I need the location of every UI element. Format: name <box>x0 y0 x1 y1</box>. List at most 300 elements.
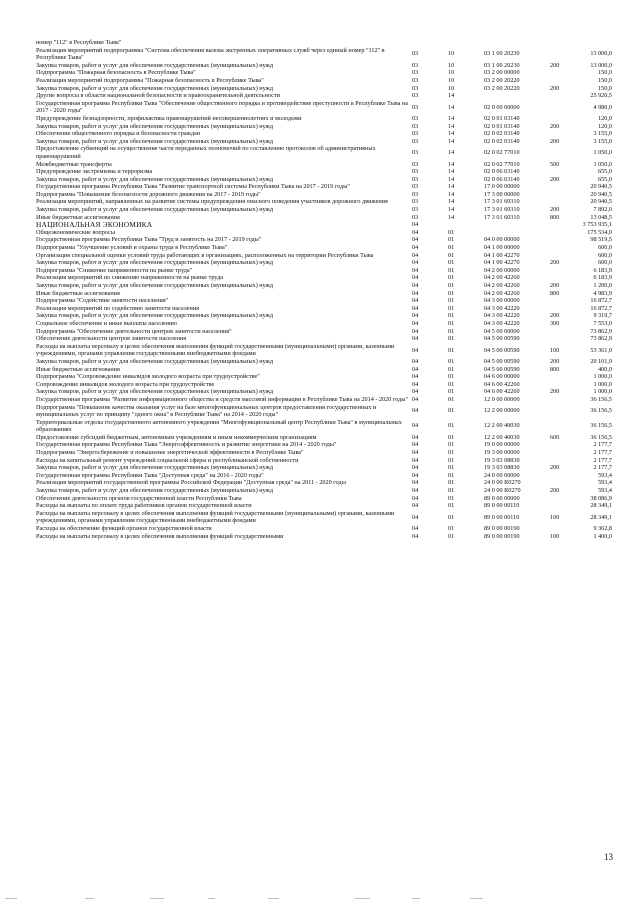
row-subsection: 10 <box>448 61 455 69</box>
row-name: Закупка товаров, работ и услуг для обеспечения государственных (муниципальных) нужд <box>36 137 274 145</box>
row-section: 04 <box>412 494 419 502</box>
row-amount: 175 534,0 <box>587 228 612 236</box>
row-name: Государственная программа "Развитие информационного общества и средств массовой информации в Республике Тыва на 2014 - 2020 годы" <box>36 395 409 403</box>
row-target-code: 04 1 00 42270 <box>484 251 520 259</box>
table-row <box>36 198 612 206</box>
row-amount: 28 349,1 <box>590 502 612 510</box>
row-section: 03 <box>412 103 419 111</box>
table-row <box>36 487 612 495</box>
table-row <box>36 229 612 237</box>
row-expense-type: 200 <box>550 259 560 267</box>
row-name: Социальное обеспечение и иные выплаты населению <box>36 319 177 327</box>
table-row <box>36 123 612 131</box>
row-subsection: 01 <box>448 380 455 388</box>
row-section: 03 <box>412 92 419 100</box>
row-section: 04 <box>412 221 419 229</box>
row-section: 04 <box>412 380 419 388</box>
row-target-code: 03 1 00 20230 <box>484 50 520 58</box>
row-target-code: 02 0 02 77010 <box>484 149 520 157</box>
row-section: 04 <box>412 297 419 305</box>
row-subsection: 01 <box>448 513 455 521</box>
table-row <box>36 525 612 533</box>
row-section: 04 <box>412 441 419 449</box>
table-row <box>36 335 612 343</box>
row-name: Подпрограмма "Улучшение условий и охраны труда в Республике Тыва" <box>36 244 228 252</box>
row-name: Подпрограмма "Энергосбережение и повышение энергетической эффективности в Республике Тыва" <box>36 449 304 457</box>
row-name: Государственная программа Республики Тыва "Труд и занятость на 2017 - 2019 годы" <box>36 236 262 244</box>
row-section: 04 <box>412 479 419 487</box>
row-amount: 36 156,5 <box>590 433 612 441</box>
row-target-code: 04 0 00 00000 <box>484 236 520 244</box>
row-section: 03 <box>412 183 419 191</box>
scan-artifact <box>0 895 640 905</box>
row-section: 04 <box>412 407 419 415</box>
row-subsection: 14 <box>448 92 455 100</box>
row-expense-type: 200 <box>550 175 560 183</box>
row-name: Расходы на выплаты персоналу в целях обеспечения выполнения функций государственными (муниципальными) органами, казенными учреждениями, органами управления государственными внебюджетными фондами <box>36 342 395 358</box>
row-amount: 593,4 <box>598 471 612 479</box>
row-target-code: 02 0 06 03140 <box>484 175 520 183</box>
row-subsection: 01 <box>448 319 455 327</box>
row-section: 04 <box>412 365 419 373</box>
table-row <box>36 69 612 77</box>
row-section: 04 <box>412 259 419 267</box>
row-target-code: 04 5 00 00590 <box>484 365 520 373</box>
row-target-code: 04 1 00 00000 <box>484 244 520 252</box>
row-subsection: 01 <box>448 244 455 252</box>
table-row <box>36 77 612 85</box>
row-subsection: 01 <box>448 464 455 472</box>
row-section: 03 <box>412 175 419 183</box>
row-target-code: 04 5 00 00590 <box>484 346 520 354</box>
row-target-code: 02 0 00 00000 <box>484 103 520 111</box>
row-target-code: 17 3 01 60310 <box>484 198 520 206</box>
row-subsection: 01 <box>448 456 455 464</box>
row-section: 04 <box>412 304 419 312</box>
row-amount: 36 156,5 <box>590 395 612 403</box>
row-subsection: 01 <box>448 373 455 381</box>
row-expense-type: 300 <box>550 319 560 327</box>
row-amount: 655,0 <box>598 168 612 176</box>
row-section: 04 <box>412 282 419 289</box>
table-row <box>36 404 612 419</box>
row-section: 03 <box>412 122 419 130</box>
row-section: 04 <box>412 464 419 472</box>
row-subsection: 01 <box>448 228 455 236</box>
row-name: Предоставление субсидий бюджетным, автономным учреждениям и иным некоммерческим организациям <box>36 433 317 441</box>
row-name: Закупка товаров, работ и услуг для обеспечения государственных (муниципальных) нужд <box>36 487 274 495</box>
row-amount: 16 872,7 <box>590 304 612 312</box>
table-row <box>36 267 612 275</box>
row-amount: 20 940,5 <box>590 183 612 191</box>
row-target-code: 19 3 03 08830 <box>484 464 520 472</box>
row-subsection: 14 <box>448 213 455 221</box>
row-subsection: 14 <box>448 103 455 111</box>
table-row <box>36 419 612 434</box>
row-amount: 13 000,0 <box>590 61 612 69</box>
table-row <box>36 510 612 525</box>
row-amount: 1 400,0 <box>593 532 612 540</box>
row-subsection: 10 <box>448 69 455 77</box>
row-name: Закупка товаров, работ и услуг для обеспечения государственных (муниципальных) нужд <box>36 282 274 289</box>
row-target-code: 04 5 00 00590 <box>484 357 520 365</box>
row-amount: 3 753 935,1 <box>582 221 612 229</box>
row-expense-type: 800 <box>550 365 560 373</box>
row-subsection: 01 <box>448 395 455 403</box>
row-target-code: 12 2 00 40030 <box>484 422 520 430</box>
row-amount: 25 920,5 <box>590 92 612 100</box>
table-row <box>36 259 612 267</box>
row-name: Государственная программа Республики Тыва "Обеспечение общественного порядка и противодействие преступности в Республике Тыва на 2017 - 2020 годы" <box>36 99 408 115</box>
row-amount: 53 361,0 <box>590 346 612 354</box>
row-subsection: 01 <box>448 433 455 441</box>
row-name: Закупка товаров, работ и услуг для обеспечения государственных (муниципальных) нужд <box>36 206 274 214</box>
row-name: Закупка товаров, работ и услуг для обеспечения государственных (муниципальных) нужд <box>36 122 274 130</box>
row-name: Обеспечение деятельности центров занятости населения <box>36 335 187 343</box>
table-row <box>36 381 612 389</box>
row-amount: 98 519,5 <box>590 236 612 244</box>
row-subsection: 14 <box>448 190 455 198</box>
row-name: Реализация мероприятий по снижению напряженности на рынке труда <box>36 274 223 282</box>
row-amount: 600,0 <box>598 251 612 259</box>
row-expense-type: 200 <box>550 137 560 145</box>
row-subsection: 01 <box>448 449 455 457</box>
row-target-code: 89 0 00 00190 <box>484 525 520 532</box>
row-amount: 655,0 <box>598 175 612 183</box>
row-name: Расходы на обеспечение функций органов государственной власти <box>36 525 212 532</box>
budget-table <box>36 39 612 540</box>
row-subsection: 01 <box>448 471 455 479</box>
row-target-code: 03 2 00 00000 <box>484 69 520 77</box>
row-amount: 4 983,9 <box>593 289 612 297</box>
table-row <box>36 130 612 138</box>
row-target-code: 24 0 00 00000 <box>484 471 520 479</box>
table-row <box>36 138 612 146</box>
row-subsection: 14 <box>448 206 455 214</box>
table-row <box>36 244 612 252</box>
row-amount: 6 183,9 <box>593 274 612 282</box>
row-amount: 593,4 <box>598 487 612 495</box>
table-row <box>36 191 612 199</box>
row-amount: 7 892,0 <box>593 206 612 214</box>
row-section: 04 <box>412 395 419 403</box>
row-name: Реализация мероприятий по содействию занятости населения <box>36 304 199 312</box>
table-row <box>36 252 612 260</box>
row-name: Подпрограмма "Обеспечение деятельности центров занятости населения" <box>36 327 232 335</box>
row-target-code: 04 2 00 42260 <box>484 289 520 297</box>
table-row <box>36 495 612 503</box>
row-subsection: 14 <box>448 149 455 157</box>
row-subsection: 01 <box>448 259 455 267</box>
row-subsection: 01 <box>448 312 455 320</box>
row-amount: 120,0 <box>598 122 612 130</box>
row-expense-type: 600 <box>550 433 560 441</box>
row-target-code: 12 2 00 00000 <box>484 407 520 415</box>
row-amount: 2 177,7 <box>593 441 612 449</box>
row-subsection: 10 <box>448 76 455 84</box>
row-expense-type: 200 <box>550 388 560 396</box>
row-subsection: 14 <box>448 160 455 168</box>
row-expense-type: 200 <box>550 357 560 365</box>
row-target-code: 04 6 00 00000 <box>484 373 520 381</box>
row-target-code: 24 0 00 R0270 <box>484 479 521 487</box>
row-section: 04 <box>412 266 419 274</box>
row-subsection: 01 <box>448 388 455 396</box>
table-row <box>36 449 612 457</box>
row-subsection: 01 <box>448 274 455 282</box>
row-name: Организация специальной оценки условий труда работающих в организациях, расположенных на территории Республики Тыва <box>36 251 374 259</box>
row-target-code: 04 3 00 42220 <box>484 319 520 327</box>
row-subsection: 01 <box>448 266 455 274</box>
row-subsection: 01 <box>448 304 455 312</box>
table-row <box>36 274 612 282</box>
table-row <box>36 305 612 313</box>
row-amount: 1 000,0 <box>593 388 612 396</box>
row-section: 03 <box>412 190 419 198</box>
row-subsection: 01 <box>448 289 455 297</box>
row-amount: 1 000,0 <box>593 373 612 381</box>
table-row <box>36 320 612 328</box>
row-name: Реализация мероприятий подпрограммы "Система обеспечения вызова экстренных оперативных служб через единый номер "112" в Республике Тыва" <box>36 46 385 62</box>
row-section: 04 <box>412 346 419 354</box>
row-name: Другие вопросы в области национальной безопасности и правоохранительной деятельности <box>36 92 280 100</box>
row-amount: 73 862,9 <box>590 335 612 343</box>
row-subsection: 01 <box>448 479 455 487</box>
row-expense-type: 200 <box>550 282 560 289</box>
table-row <box>36 312 612 320</box>
row-target-code: 24 0 00 R0270 <box>484 487 521 495</box>
row-section: 04 <box>412 312 419 320</box>
row-section: 03 <box>412 76 419 84</box>
row-name: Иные бюджетные ассигнования <box>36 289 120 297</box>
row-section: 03 <box>412 130 419 138</box>
row-section: 04 <box>412 487 419 495</box>
row-name: Реализация мероприятий подпрограммы "Пожарная безопасность в Республике Тыва" <box>36 76 264 84</box>
row-amount: 16 872,7 <box>590 297 612 305</box>
row-target-code: 17 3 00 00000 <box>484 190 520 198</box>
row-name: Подпрограмма "Повышение безопасности дорожного движения на 2017 - 2019 годы" <box>36 190 261 198</box>
table-row <box>36 373 612 381</box>
table-row <box>36 328 612 336</box>
row-section: 04 <box>412 456 419 464</box>
row-subsection: 01 <box>448 346 455 354</box>
row-subsection: 01 <box>448 365 455 373</box>
row-amount: 1 050,0 <box>593 149 612 157</box>
row-section: 03 <box>412 114 419 122</box>
row-amount: 20 940,5 <box>590 198 612 206</box>
row-amount: 9 319,7 <box>593 312 612 320</box>
row-target-code: 89 0 00 00110 <box>484 513 520 521</box>
table-row <box>36 168 612 176</box>
row-name: Расходы на выплаты персоналу в целях обеспечения выполнения функций государственными (муниципальными) органами, казенными учреждениями, органами управления государственными внебюджетными фондами <box>36 509 395 525</box>
table-row <box>36 282 612 290</box>
row-section: 03 <box>412 213 419 221</box>
row-expense-type: 100 <box>550 346 560 354</box>
row-section: 03 <box>412 137 419 145</box>
row-subsection: 10 <box>448 84 455 92</box>
row-section: 03 <box>412 168 419 176</box>
row-amount: 73 862,9 <box>590 327 612 335</box>
row-name: Государственная программа Республики Тыва "Развитие транспортной системы Республики Тыва на 2017 - 2019 годы" <box>36 183 350 191</box>
row-subsection: 01 <box>448 532 455 540</box>
row-section: 04 <box>412 289 419 297</box>
row-name: Предупреждение безнадзорности, профилактика правонарушений несовершеннолетних и молодежи <box>36 114 302 122</box>
row-amount: 120,0 <box>598 114 612 122</box>
row-section: 04 <box>412 525 419 532</box>
row-section: 03 <box>412 149 419 157</box>
row-name: Иные бюджетные ассигнования <box>36 365 120 373</box>
table-row <box>36 479 612 487</box>
row-subsection: 01 <box>448 251 455 259</box>
row-name: Подпрограмма "Пожарная безопасность в Республике Тыва" <box>36 69 196 77</box>
row-target-code: 02 0 02 03140 <box>484 137 520 145</box>
row-expense-type: 200 <box>550 464 560 472</box>
row-target-code: 02 0 01 03140 <box>484 114 520 122</box>
row-amount: 13 000,0 <box>590 50 612 58</box>
row-target-code: 04 6 00 42260 <box>484 388 520 396</box>
row-target-code: 19 3 03 08830 <box>484 456 520 464</box>
table-row <box>36 472 612 480</box>
row-section: 03 <box>412 61 419 69</box>
table-row <box>36 206 612 214</box>
table-row <box>36 39 612 47</box>
row-target-code: 03 1 00 20230 <box>484 61 520 69</box>
row-amount: 3 155,0 <box>593 130 612 138</box>
page-number: 13 <box>604 852 613 862</box>
table-row <box>36 457 612 465</box>
row-target-code: 12 2 00 40030 <box>484 433 520 441</box>
row-target-code: 19 3 00 00000 <box>484 449 520 457</box>
row-subsection: 14 <box>448 168 455 176</box>
row-section: 03 <box>412 50 419 58</box>
row-name: Государственная программа Республики Тыва "Энергоэффективность и развитие энергетики на 2014 - 2020 годы" <box>36 441 337 449</box>
row-name: Сопровождение инвалидов молодого возраста при трудоустройстве <box>36 380 215 388</box>
row-amount: 9 362,8 <box>593 525 612 532</box>
row-subsection: 01 <box>448 327 455 335</box>
row-section: 04 <box>412 388 419 396</box>
row-name: Закупка товаров, работ и услуг для обеспечения государственных (муниципальных) нужд <box>36 61 274 69</box>
row-name: Подпрограмма "Снижение напряженности на рынке труда" <box>36 266 193 274</box>
row-subsection: 14 <box>448 183 455 191</box>
row-name: Подпрограмма "Повышение качества оказания услуг на базе многофункциональных центров предоставления государственных и муниципальных услуг по принципу "одного окна" в Республике Тыва" на 2014 - 2020 годы" <box>36 403 377 419</box>
table-row <box>36 533 612 541</box>
row-subsection: 01 <box>448 487 455 495</box>
row-target-code: 02 0 02 03140 <box>484 130 520 138</box>
row-subsection: 01 <box>448 422 455 430</box>
row-target-code: 04 3 00 00000 <box>484 297 520 305</box>
row-expense-type: 200 <box>550 84 560 92</box>
row-expense-type: 200 <box>550 122 560 130</box>
row-section: 04 <box>412 244 419 252</box>
row-name: Иные бюджетные ассигнования <box>36 213 120 221</box>
row-expense-type: 200 <box>550 312 560 320</box>
row-name: Реализация мероприятий государственной программы Российской Федерации "Доступная среда" на 2011 - 2020 годы <box>36 479 346 487</box>
row-target-code: 04 3 00 42220 <box>484 312 520 320</box>
row-target-code: 04 2 00 42260 <box>484 282 520 289</box>
row-amount: 7 553,0 <box>593 319 612 327</box>
row-name: Закупка товаров, работ и услуг для обеспечения государственных (муниципальных) нужд <box>36 388 274 396</box>
row-name: Подпрограмма "Сопровождение инвалидов молодого возраста при трудоустройстве" <box>36 373 260 381</box>
row-amount: 20 940,5 <box>590 190 612 198</box>
table-row <box>36 92 612 100</box>
row-subsection: 14 <box>448 130 455 138</box>
table-row <box>36 236 612 244</box>
row-name: Государственная программа Республики Тыва "Доступная среда" на 2016 - 2020 годы" <box>36 471 264 479</box>
table-row <box>36 176 612 184</box>
table-row <box>36 161 612 169</box>
row-name: Закупка товаров, работ и услуг для обеспечения государственных (муниципальных) нужд <box>36 84 274 92</box>
row-amount: 1 050,0 <box>593 160 612 168</box>
row-target-code: 04 3 00 42220 <box>484 304 520 312</box>
table-row <box>36 145 612 160</box>
row-amount: 3 155,0 <box>593 137 612 145</box>
row-section: 04 <box>412 274 419 282</box>
row-amount: 2 177,7 <box>593 464 612 472</box>
row-target-code: 12 0 00 00000 <box>484 395 520 403</box>
row-target-code: 04 5 00 00000 <box>484 327 520 335</box>
row-section: 04 <box>412 422 419 430</box>
table-row <box>36 290 612 298</box>
row-target-code: 02 0 02 77010 <box>484 160 520 168</box>
row-name: Межбюджетные трансферты <box>36 160 112 168</box>
row-section: 04 <box>412 532 419 540</box>
row-section: 04 <box>412 335 419 343</box>
row-expense-type: 200 <box>550 206 560 214</box>
table-row <box>36 358 612 366</box>
row-expense-type: 500 <box>550 160 560 168</box>
row-amount: 28 349,1 <box>590 513 612 521</box>
table-row <box>36 62 612 70</box>
row-name: Предупреждение экстремизма и терроризма <box>36 168 153 176</box>
row-target-code: 17 3 01 60310 <box>484 213 520 221</box>
row-subsection: 01 <box>448 236 455 244</box>
row-section: 04 <box>412 433 419 441</box>
row-amount: 2 177,7 <box>593 456 612 464</box>
row-subsection: 10 <box>448 50 455 58</box>
row-expense-type: 200 <box>550 61 560 69</box>
row-amount: 150,0 <box>598 69 612 77</box>
row-amount: 13 048,5 <box>590 213 612 221</box>
row-name: Закупка товаров, работ и услуг для обеспечения государственных (муниципальных) нужд <box>36 259 274 267</box>
row-name: Обеспечение деятельности органов государственной власти Республики Тыва <box>36 494 242 502</box>
row-subsection: 14 <box>448 175 455 183</box>
row-name: Предоставление субвенций на осуществление части переданных полномочий по составлению протоколов об административных правонарушений <box>36 145 376 160</box>
row-amount: 150,0 <box>598 84 612 92</box>
row-target-code: 89 0 00 00190 <box>484 532 520 540</box>
row-amount: 1 200,0 <box>593 282 612 289</box>
row-subsection: 01 <box>448 335 455 343</box>
row-amount: 593,4 <box>598 479 612 487</box>
row-amount: 150,0 <box>598 76 612 84</box>
row-target-code: 19 0 00 00000 <box>484 441 520 449</box>
row-name: Расходы на выплаты по оплате труда работников органов государственной власти <box>36 502 252 510</box>
table-row <box>36 502 612 510</box>
row-name: Расходы на выплаты персоналу в целях обеспечения выполнения функций государственными <box>36 532 284 540</box>
row-name: Закупка товаров, работ и услуг для обеспечения государственных (муниципальных) нужд <box>36 357 274 365</box>
row-section: 03 <box>412 198 419 206</box>
table-row <box>36 85 612 93</box>
row-expense-type: 100 <box>550 532 560 540</box>
row-section: 04 <box>412 449 419 457</box>
row-name: Закупка товаров, работ и услуг для обеспечения государственных (муниципальных) нужд <box>36 175 274 183</box>
row-target-code: 03 2 00 20220 <box>484 84 520 92</box>
row-target-code: 04 5 00 00590 <box>484 335 520 343</box>
row-expense-type: 800 <box>550 213 560 221</box>
row-name: Обеспечение общественного порядка и безопасности граждан <box>36 130 201 138</box>
row-section: 03 <box>412 206 419 214</box>
table-row <box>36 441 612 449</box>
row-section: 04 <box>412 236 419 244</box>
